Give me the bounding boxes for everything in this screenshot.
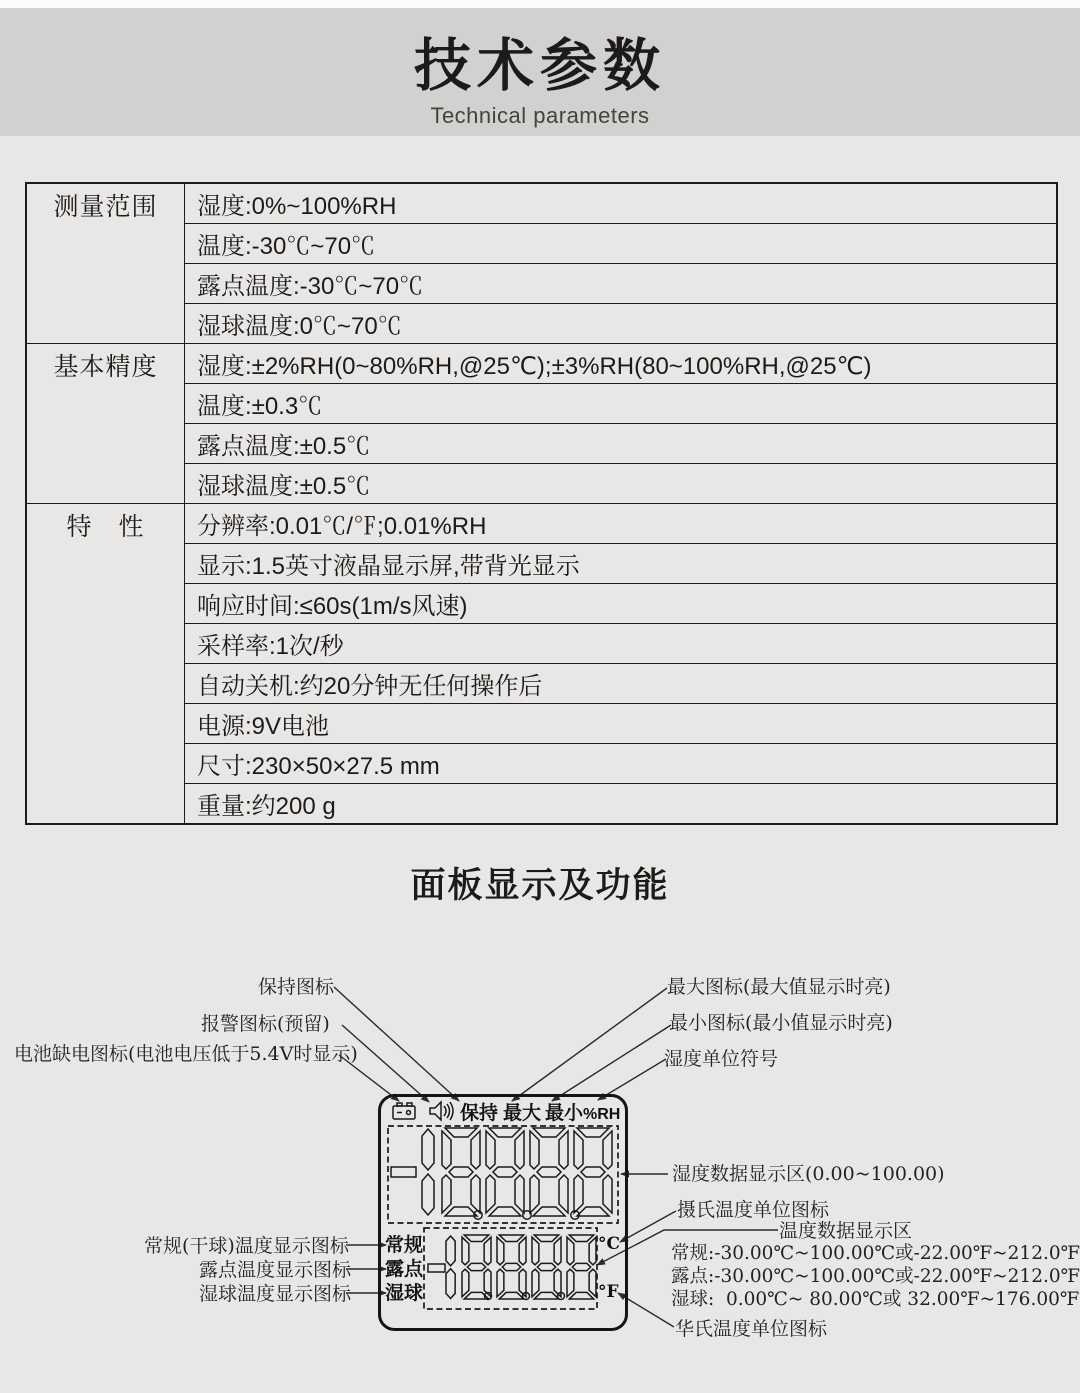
temp-range-wet: 湿球: 0.00℃~ 80.00℃或 32.00℉~176.00℉ — [671, 1289, 1080, 1310]
alarm-speaker-icon — [430, 1102, 453, 1120]
callout-wet-label: 湿球温度显示图标 — [199, 1283, 352, 1305]
lcd-rh-text: %RH — [583, 1106, 621, 1123]
callout-normal-label: 常规(干球)温度显示图标 — [144, 1235, 349, 1257]
callout-dew-label: 露点温度显示图标 — [199, 1259, 352, 1281]
page-subtitle: Technical parameters — [430, 103, 650, 128]
section-label-features: 特 性 — [26, 504, 185, 825]
celsius-unit: °C — [598, 1234, 621, 1254]
panel-diagram — [0, 946, 1080, 1393]
spec-value: 温度:±0.3℃ — [185, 384, 1058, 424]
temperature-display-area — [385, 1228, 620, 1309]
diagram-graphics — [0, 946, 1080, 1393]
callout-celsius-label: 摄氏温度单位图标 — [677, 1199, 830, 1221]
spec-value: 温度:-30℃~70℃ — [185, 224, 1058, 264]
spec-table — [25, 182, 1058, 825]
table-row — [26, 504, 1057, 544]
spec-value: 湿球温度:±0.5℃ — [185, 464, 1058, 504]
temp-range-dew: 露点:-30.00℃~100.00℃或-22.00℉~212.0℉ — [671, 1266, 1080, 1287]
spec-value: 分辨率:0.01℃/℉;0.01%RH — [185, 504, 1058, 544]
top-strip — [0, 0, 1080, 8]
panel-section-title: 面板显示及功能 — [410, 866, 670, 905]
lcd-dew-label: 露点 — [385, 1259, 424, 1280]
spec-value: 重量:约200 g — [185, 784, 1058, 825]
lcd-max-text: 最大 — [503, 1103, 542, 1124]
section-label-measure-range: 测量范围 — [26, 183, 185, 344]
humidity-display-area — [388, 1126, 618, 1223]
spec-value: 尺寸:230×50×27.5 mm — [185, 744, 1058, 784]
spec-value: 湿球温度:0℃~70℃ — [185, 304, 1058, 344]
section-label-accuracy: 基本精度 — [26, 344, 185, 504]
callout-min-label: 最小图标(最小值显示时亮) — [669, 1012, 893, 1034]
callout-fahrenheit-label: 华氏温度单位图标 — [675, 1318, 828, 1340]
spec-value: 显示:1.5英寸液晶显示屏,带背光显示 — [185, 544, 1058, 584]
spec-value: 响应时间:≤60s(1m/s风速) — [185, 584, 1058, 624]
page-title: 技术参数 — [414, 34, 666, 98]
callout-max-label: 最大图标(最大值显示时亮) — [667, 976, 891, 998]
spec-value: 采样率:1次/秒 — [185, 624, 1058, 664]
temp-range-normal: 常规:-30.00℃~100.00℃或-22.00℉~212.0℉ — [671, 1243, 1080, 1264]
callout-hold-label: 保持图标 — [258, 976, 335, 998]
lcd-panel — [380, 1096, 627, 1330]
callout-battery-label: 电池缺电图标(电池电压低于5.4V时显示) — [14, 1043, 358, 1065]
spec-value: 电源:9V电池 — [185, 704, 1058, 744]
spec-value: 湿度:±2%RH(0~80%RH,@25℃);±3%RH(80~100%RH,@25℃) — [185, 344, 1058, 384]
lcd-normal-label: 常规 — [385, 1235, 424, 1256]
minus-sign — [391, 1167, 416, 1177]
spec-value: 自动关机:约20分钟无任何操作后 — [185, 664, 1058, 704]
lcd-min-text: 最小 — [545, 1103, 584, 1124]
spec-value: 露点温度:±0.5℃ — [185, 424, 1058, 464]
spec-value: 露点温度:-30℃~70℃ — [185, 264, 1058, 304]
table-row — [26, 183, 1057, 224]
lcd-hold-text: 保持 — [460, 1103, 499, 1124]
callout-rh-unit-label: 湿度单位符号 — [664, 1048, 779, 1070]
callout-humidity-area-label: 湿度数据显示区(0.00~100.00) — [672, 1163, 945, 1185]
callout-alarm-label: 报警图标(预留) — [201, 1013, 330, 1035]
minus-sign — [428, 1264, 445, 1272]
fahrenheit-unit: °F — [598, 1282, 619, 1302]
battery-low-icon — [393, 1103, 415, 1119]
lcd-wet-label: 湿球 — [385, 1283, 424, 1304]
callout-temp-area-label: 温度数据显示区 — [779, 1220, 913, 1242]
table-row — [26, 344, 1057, 384]
decimal-point — [523, 1211, 531, 1219]
page-header — [0, 8, 1080, 136]
spec-value: 湿度:0%~100%RH — [185, 183, 1058, 224]
